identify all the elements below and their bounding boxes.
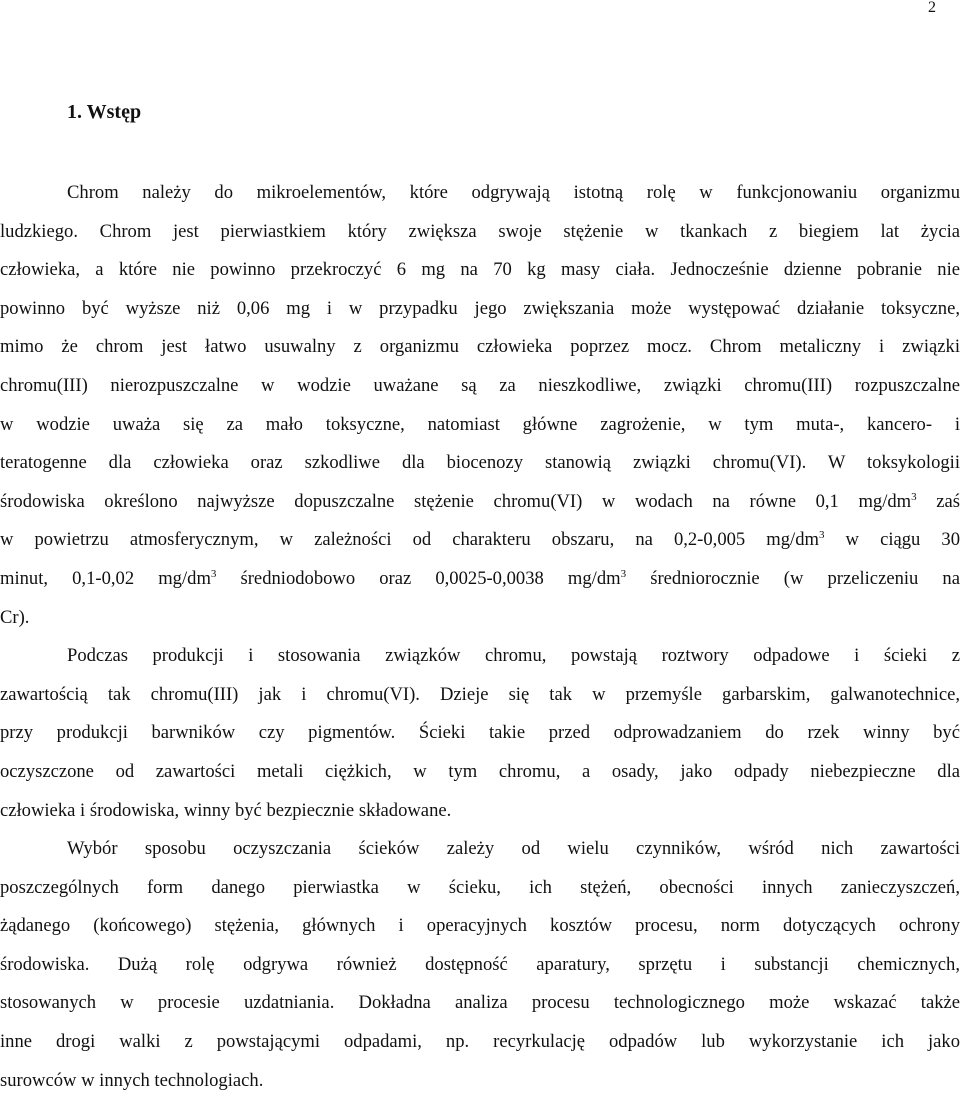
text-run: minut, 0,1-0,02 mg/dm <box>0 567 211 589</box>
text-line <box>0 367 960 406</box>
text-run: surowców w innych technologiach. <box>0 1069 264 1091</box>
text-line <box>0 869 960 908</box>
text-run: Podczas produkcji i stosowania związków chromu, powstają roztwory odpadowe i ścieki z <box>67 645 960 667</box>
text-run: ludzkiego. Chrom jest pierwiastkiem który zwiększa swoje stężenie w tkankach z biegiem lat życia <box>0 220 960 242</box>
text-run: inne drogi walki z powstającymi odpadami, np. recyrkulację odpadów lub wykorzystanie ich jako <box>0 1031 960 1053</box>
text-line <box>0 792 960 831</box>
text-run: człowieka, a które nie powinno przekroczyć 6 mg na 70 kg masy ciała. Jednocześnie dzienne pobranie nie <box>0 259 960 281</box>
text-run: mimo że chrom jest łatwo usuwalny z organizmu człowieka poprzez mocz. Chrom metaliczny i związki <box>0 336 960 358</box>
text-line <box>0 483 960 522</box>
section-heading: 1. Wstęp <box>67 101 142 123</box>
superscript-exponent: 3 <box>911 490 917 503</box>
superscript-exponent: 3 <box>210 567 217 580</box>
text-run: Wybór sposobu oczyszczania ścieków zależy od wielu czynników, wśród nich zawartości <box>67 838 960 860</box>
text-run: średniodobowo oraz 0,0025-0,0038 mg/dm <box>216 567 621 589</box>
text-run: średniorocznie (w przeliczeniu na <box>626 567 960 589</box>
paragraph <box>0 174 960 637</box>
text-run: środowiska określono najwyższe dopuszczalne stężenie chromu(VI) w wodach na równe 0,1 mg/dm <box>0 490 912 512</box>
text-line <box>0 830 960 869</box>
text-line <box>0 174 960 213</box>
text-run: przy produkcji barwników czy pigmentów. Ścieki takie przed odprowadzaniem do rzek winny być <box>0 722 960 744</box>
text-run: żądanego (końcowego) stężenia, głównych i operacyjnych kosztów procesu, norm dotyczących ochrony <box>0 915 960 937</box>
text-run: powinno być wyższe niż 0,06 mg i w przypadku jego zwiększania może występować działanie toksyczne, <box>0 297 960 319</box>
text-line <box>0 1023 960 1062</box>
text-run: poszczególnych form danego pierwiastka w ścieku, ich stężeń, obecności innych zanieczyszczeń, <box>0 876 960 898</box>
text-run: Chrom należy do mikroelementów, które odgrywają istotną rolę w funkcjonowaniu organizmu <box>67 182 960 203</box>
paragraph <box>0 830 960 1100</box>
text-line <box>0 1062 960 1101</box>
text-run: chromu(III) nierozpuszczalne w wodzie uważane są za nieszkodliwe, związki chromu(III) rozpuszczalne <box>0 374 960 396</box>
text-line <box>0 213 960 252</box>
text-run: zawartością tak chromu(III) jak i chromu(VI). Dzieje się tak w przemyśle garbarskim, galwanotechnice, <box>0 683 960 705</box>
superscript-exponent: 3 <box>818 529 825 542</box>
text-line <box>0 984 960 1023</box>
text-line <box>0 406 960 445</box>
text-line <box>0 290 960 329</box>
text-run: środowiska. Dużą rolę odgrywa również dostępność aparatury, sprzętu i substancji chemicznych, <box>0 953 960 975</box>
text-line <box>0 521 960 560</box>
text-line <box>0 676 960 715</box>
text-run: oczyszczone od zawartości metali ciężkich, w tym chromu, a osady, jako odpady niebezpieczne dla <box>0 760 960 782</box>
text-run: w ciągu 30 <box>824 529 960 551</box>
body-text <box>0 174 960 1100</box>
text-run: w wodzie uważa się za mało toksyczne, natomiast główne zagrożenie, w tym muta-, kancero- i <box>0 413 960 435</box>
text-run: zaś <box>916 490 960 512</box>
text-line <box>0 560 960 599</box>
text-line <box>0 946 960 985</box>
text-line <box>0 753 960 792</box>
text-line <box>0 328 960 367</box>
text-run: w powietrzu atmosferycznym, w zależności od charakteru obszaru, na 0,2-0,005 mg/dm <box>0 529 819 551</box>
paragraph <box>0 637 960 830</box>
page-number: 2 <box>928 0 936 16</box>
superscript-exponent: 3 <box>620 567 627 580</box>
text-run: człowieka i środowiska, winny być bezpiecznie składowane. <box>0 799 452 821</box>
text-line <box>0 599 960 638</box>
text-line <box>0 714 960 753</box>
text-run: Cr). <box>0 606 30 628</box>
text-line <box>0 637 960 676</box>
text-line <box>0 907 960 946</box>
text-run: teratogenne dla człowieka oraz szkodliwe dla biocenozy stanowią związki chromu(VI). W toksykologii <box>0 452 960 474</box>
text-line <box>0 444 960 483</box>
text-run: stosowanych w procesie uzdatniania. Dokładna analiza procesu technologicznego może wskazać także <box>0 992 960 1014</box>
text-line <box>0 251 960 290</box>
